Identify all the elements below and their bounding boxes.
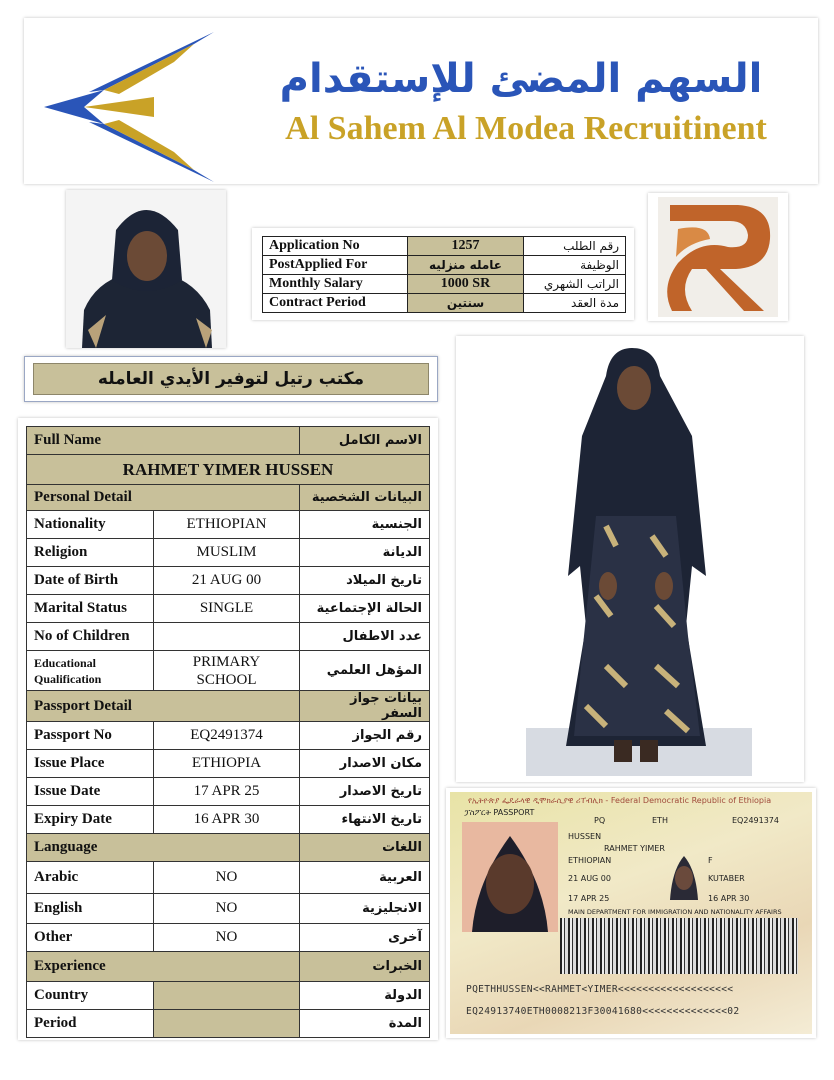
agency-name-arabic: السهم المضئ للإستقدام [279,56,763,102]
period-label-ar: المدة [300,1010,430,1038]
candidate-name: RAHMET YIMER HUSSEN [27,455,430,485]
expiry-date-label-ar: تاريخ الانتهاء [300,806,430,834]
passport-dob: 21 AUG 00 [568,874,611,883]
table-row [27,595,430,623]
language-label-ar: اللغات [300,834,430,862]
experience-header-row [27,952,430,982]
nationality-label: Nationality [27,511,154,539]
application-no-label-ar: رقم الطلب [524,237,626,256]
contract-period-value: سنتين [408,294,524,313]
candidate-name-row [27,455,430,485]
post-applied-label: PostApplied For [263,256,408,275]
full-name-label: Full Name [27,427,300,455]
other-language-value: NO [154,924,300,952]
candidate-details-table [26,426,430,1038]
passport-no-label-ar: رقم الجواز [300,722,430,750]
personal-detail-label-ar: البيانات الشخصية [300,485,430,511]
arabic-value: NO [154,862,300,894]
passport-ghost-photo [666,850,702,900]
education-label-ar: المؤهل العلمي [300,651,430,691]
arabic-label: Arabic [27,862,154,894]
language-header-row [27,834,430,862]
passport-header: የኢትዮጵያ ፌዴራላዊ ዲሞክራሲያዊ ሪፐብሊክ - Federal Democratic Republic of Ethiopia [468,796,772,805]
application-info-panel [252,228,634,320]
expiry-date-label: Expiry Date [27,806,154,834]
table-row [27,924,430,952]
country-label: Country [27,982,154,1010]
agency-banner [24,18,818,184]
office-name: مكتب رتيل لتوفير الأيدي العامله [33,363,429,395]
other-language-label: Other [27,924,154,952]
children-label: No of Children [27,623,154,651]
arrow-logo-icon [44,32,234,182]
marital-status-value: SINGLE [154,595,300,623]
date-of-birth-label-ar: تاريخ الميلاد [300,567,430,595]
application-no-value: 1257 [408,237,524,256]
passport-mrz-line-2: EQ24913740ETH0008213F30041680<<<<<<<<<<<<<<02 [466,1006,740,1017]
issue-date-label-ar: تاريخ الاصدار [300,778,430,806]
full-name-label-ar: الاسم الكامل [300,427,430,455]
marital-status-label-ar: الحالة الإجتماعية [300,595,430,623]
personal-detail-label: Personal Detail [27,485,300,511]
passport-no-label: Passport No [27,722,154,750]
country-label-ar: الدولة [300,982,430,1010]
table-row [263,294,626,313]
issue-place-label-ar: مكان الاصدار [300,750,430,778]
table-row [27,539,430,567]
nationality-label-ar: الجنسية [300,511,430,539]
table-row [27,894,430,924]
issue-date-value: 17 APR 25 [154,778,300,806]
passport-sex: F [708,856,713,865]
experience-label: Experience [27,952,300,982]
personal-detail-header-row [27,485,430,511]
children-value [154,623,300,651]
passport-country-code: ETH [652,816,668,825]
monthly-salary-value: 1000 SR [408,275,524,294]
education-label: Educational Qualification [27,651,154,691]
issue-date-label: Issue Date [27,778,154,806]
english-value: NO [154,894,300,924]
issue-place-label: Issue Place [27,750,154,778]
table-row [27,778,430,806]
passport-type: PQ [594,816,606,825]
monthly-salary-label-ar: الراتب الشهري [524,275,626,294]
passport-detail-header-row [27,691,430,722]
table-row [263,256,626,275]
passport-doc-label: ፓስፖርት PASSPORT [464,808,535,817]
nationality-value: ETHIOPIAN [154,511,300,539]
table-row [27,511,430,539]
office-r-logo [648,193,788,321]
religion-value: MUSLIM [154,539,300,567]
passport-no-value: EQ2491374 [154,722,300,750]
religion-label-ar: الديانة [300,539,430,567]
passport-detail-label: Passport Detail [27,691,300,722]
table-row [27,651,430,691]
table-row [27,567,430,595]
passport-photo [462,822,558,932]
period-label: Period [27,1010,154,1038]
date-of-birth-label: Date of Birth [27,567,154,595]
passport-surname: HUSSEN [568,832,602,841]
full-length-photo [456,336,804,782]
monthly-salary-label: Monthly Salary [263,275,408,294]
application-info-table [262,236,626,313]
table-row [263,275,626,294]
agency-name-english: Al Sahem Al Modea Recruitinent [285,110,767,147]
english-label: English [27,894,154,924]
education-value: PRIMARY SCHOOL [154,651,300,691]
passport-barcode [560,918,798,974]
language-label: Language [27,834,300,862]
passport-mrz-line-1: PQETHHUSSEN<<RAHMET<YIMER<<<<<<<<<<<<<<<<<<< [466,984,734,995]
passport-number: EQ2491374 [732,816,779,825]
other-language-label-ar: آخرى [300,924,430,952]
passport-given-names: RAHMET YIMER [604,844,665,853]
table-row [27,862,430,894]
passport-issue-date: 17 APR 25 [568,894,610,903]
table-row [27,722,430,750]
expiry-date-value: 16 APR 30 [154,806,300,834]
passport-expiry-date: 16 APR 30 [708,894,750,903]
country-value [154,982,300,1010]
r-logo-icon [648,193,788,321]
passport-authority: MAIN DEPARTMENT FOR IMMIGRATION AND NATIONALITY AFFAIRS [568,908,782,916]
issue-place-value: ETHIOPIA [154,750,300,778]
office-name-box [24,356,438,402]
period-value [154,1010,300,1038]
experience-label-ar: الخبرات [300,952,430,982]
marital-status-label: Marital Status [27,595,154,623]
english-label-ar: الانجليزية [300,894,430,924]
passport-nationality: ETHIOPIAN [568,856,612,865]
arabic-label-ar: العربية [300,862,430,894]
table-row [27,750,430,778]
application-no-label: Application No [263,237,408,256]
passport-detail-label-ar: بيانات جواز السفر [300,691,430,722]
contract-period-label-ar: مدة العقد [524,294,626,313]
table-row [27,982,430,1010]
full-name-header-row [27,427,430,455]
contract-period-label: Contract Period [263,294,408,313]
passport-pob: KUTABER [708,874,745,883]
post-applied-label-ar: الوظيفة [524,256,626,275]
children-label-ar: عدد الاطفال [300,623,430,651]
candidate-details-panel [18,418,438,1040]
post-applied-value: عامله منزليه [408,256,524,275]
passport-scan [446,788,816,1038]
table-row [27,623,430,651]
table-row [263,237,626,256]
portrait-photo [66,190,226,348]
date-of-birth-value: 21 AUG 00 [154,567,300,595]
table-row [27,1010,430,1038]
religion-label: Religion [27,539,154,567]
table-row [27,806,430,834]
